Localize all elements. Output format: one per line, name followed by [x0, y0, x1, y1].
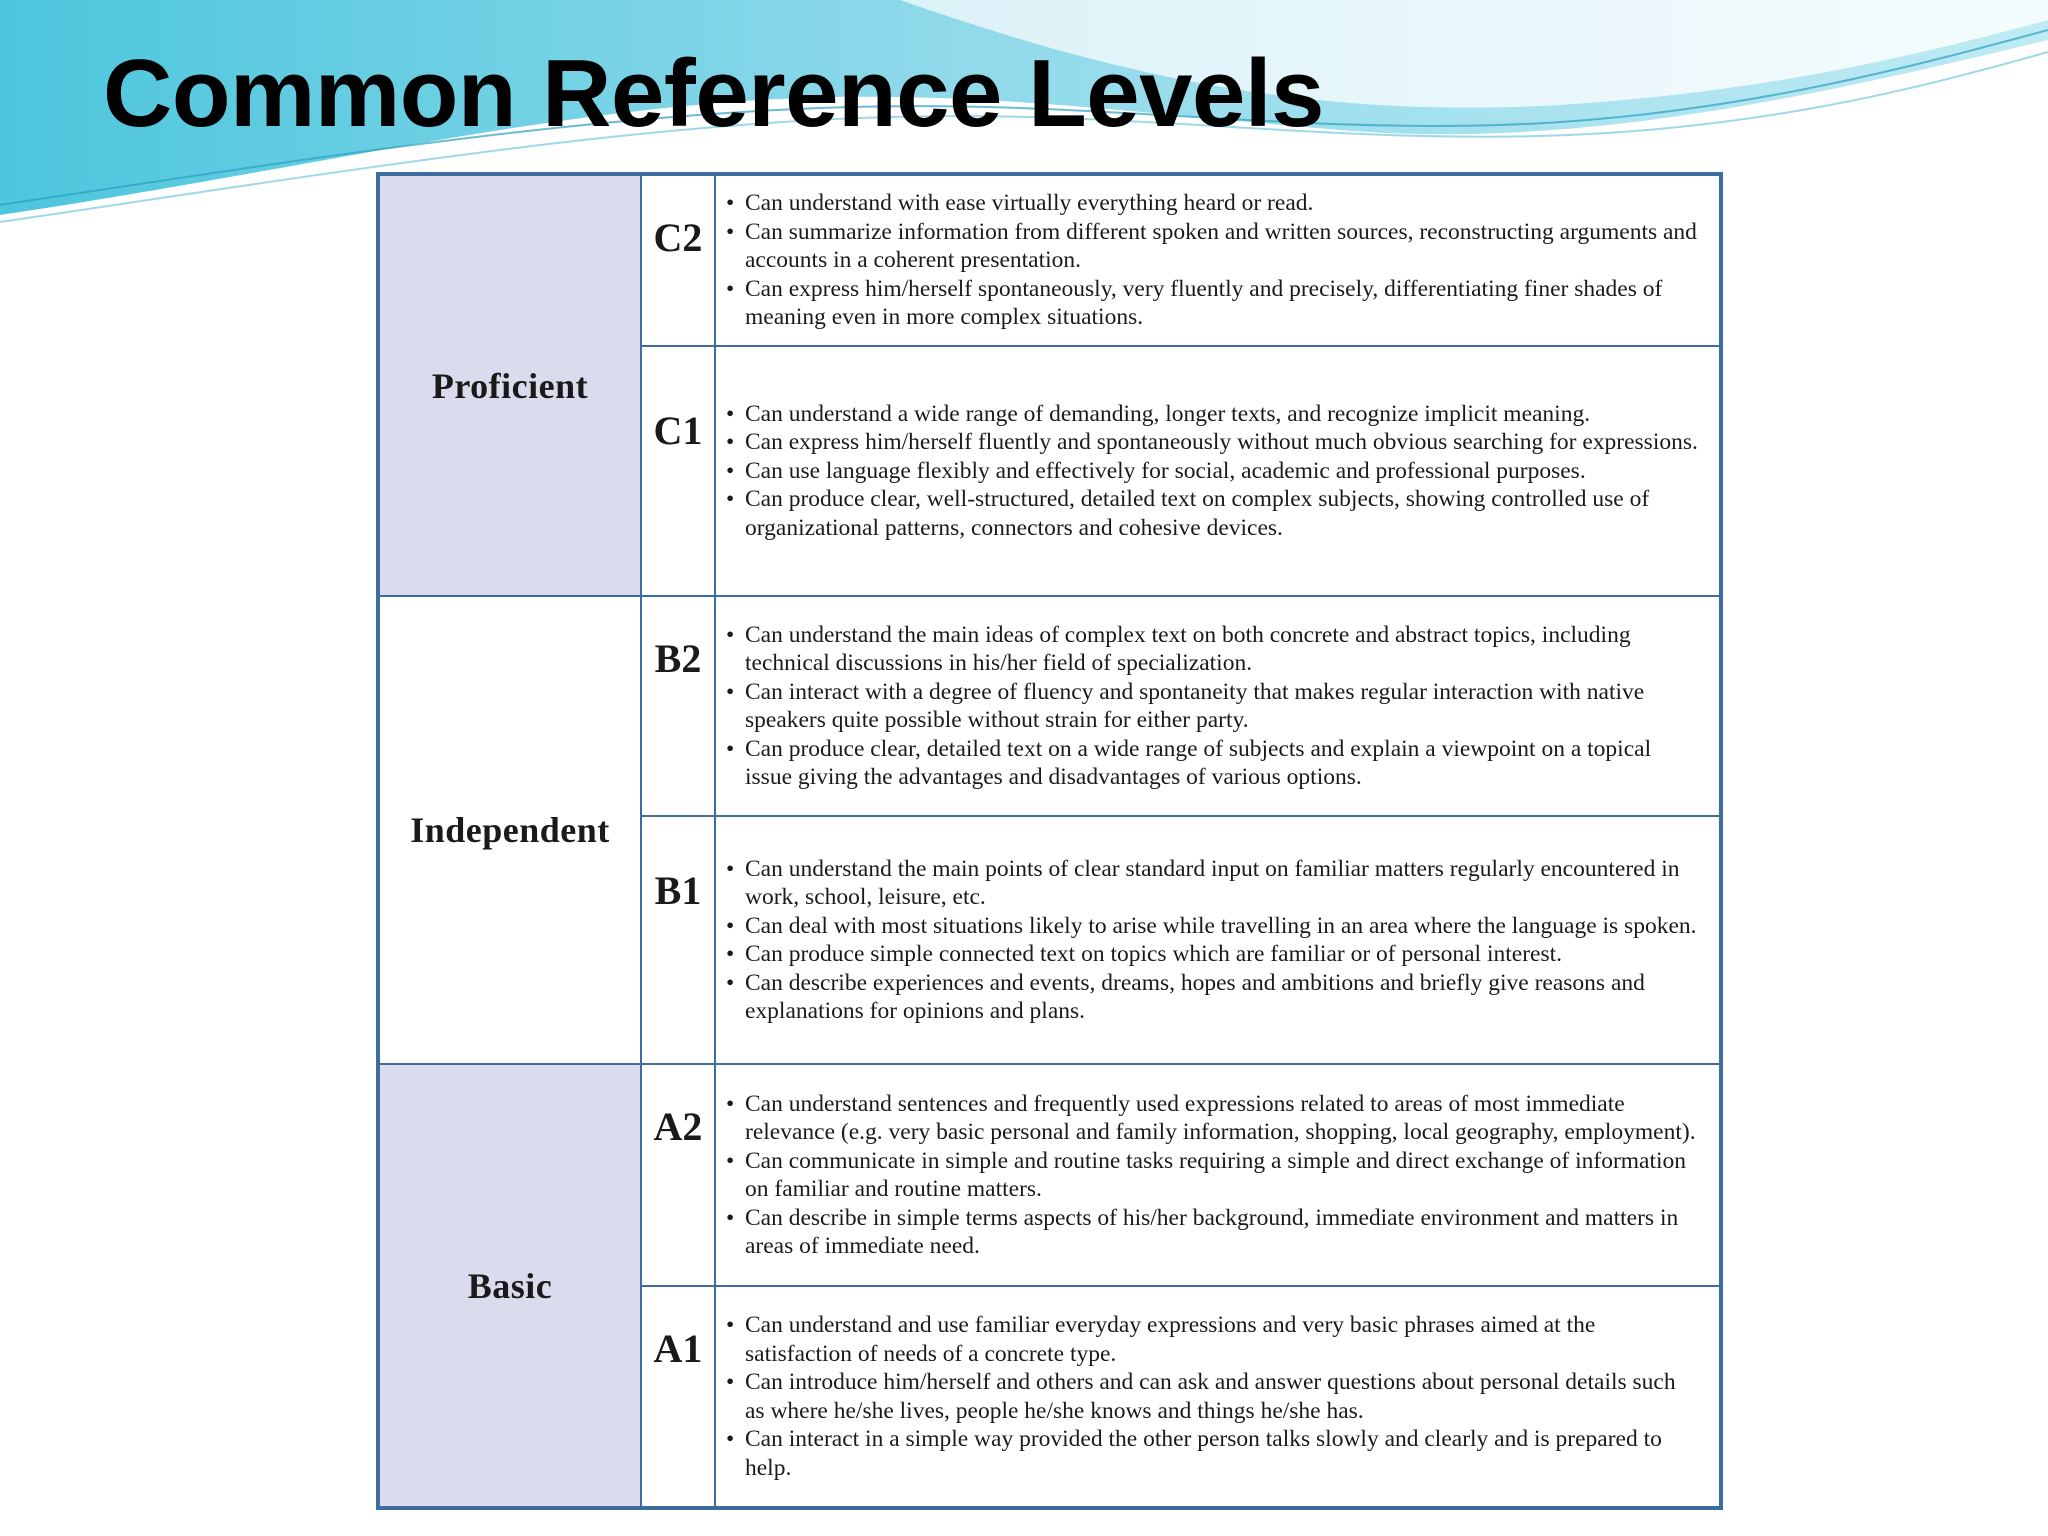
- descriptor-item: • Can interact with a degree of fluency and spontaneity that makes regular interaction with native speakers quite possible without strain for either party.: [724, 678, 1701, 735]
- level-row: [378, 596, 1721, 816]
- descriptor-item: • Can interact in a simple way provided the other person talks slowly and clearly and is prepared to help.: [724, 1425, 1701, 1482]
- level-code-b2: B2: [641, 596, 715, 816]
- descriptor-list: [724, 855, 1701, 1026]
- group-proficient-label: Proficient: [378, 174, 641, 596]
- descriptor-item: • Can understand with ease virtually everything heard or read.: [724, 189, 1701, 218]
- descriptor-item: • Can understand the main points of clear standard input on familiar matters regularly encountered in work, school, leisure, etc.: [724, 855, 1701, 912]
- level-descriptors: [715, 346, 1721, 596]
- group-independent-label: Independent: [378, 596, 641, 1064]
- level-descriptors: [715, 1064, 1721, 1286]
- level-code-c1: C1: [641, 346, 715, 596]
- descriptor-item: • Can understand sentences and frequently used expressions related to areas of most immediate relevance (e.g. very basic personal and family information, shopping, local geography, employment).: [724, 1090, 1701, 1147]
- level-code-b1: B1: [641, 816, 715, 1064]
- descriptor-item: • Can deal with most situations likely to arise while travelling in an area where the language is spoken.: [724, 912, 1701, 941]
- level-descriptors: [715, 174, 1721, 346]
- descriptor-item: • Can introduce him/herself and others and can ask and answer questions about personal details such as where he/she lives, people he/she knows and things he/she has.: [724, 1368, 1701, 1425]
- reference-levels-table: [376, 172, 1723, 1510]
- descriptor-item: • Can use language flexibly and effectively for social, academic and professional purposes.: [724, 457, 1701, 486]
- descriptor-list: [724, 1090, 1701, 1261]
- descriptor-item: • Can understand a wide range of demanding, longer texts, and recognize implicit meaning.: [724, 400, 1701, 429]
- level-descriptors: [715, 1286, 1721, 1508]
- descriptor-list: [724, 400, 1701, 543]
- slide-title: Common Reference Levels: [103, 40, 1324, 147]
- descriptor-list: [724, 189, 1701, 332]
- level-code-c2: C2: [641, 174, 715, 346]
- level-code-a2: A2: [641, 1064, 715, 1286]
- descriptor-list: [724, 1311, 1701, 1482]
- level-descriptors: [715, 816, 1721, 1064]
- level-row: [378, 1064, 1721, 1286]
- descriptor-item: • Can produce simple connected text on topics which are familiar or of personal interest.: [724, 940, 1701, 969]
- level-descriptors: [715, 596, 1721, 816]
- descriptor-item: • Can express him/herself fluently and spontaneously without much obvious searching for expressions.: [724, 428, 1701, 457]
- reference-levels-body: [378, 174, 1721, 1508]
- descriptor-item: • Can describe in simple terms aspects of his/her background, immediate environment and matters in areas of immediate need.: [724, 1204, 1701, 1261]
- level-code-a1: A1: [641, 1286, 715, 1508]
- descriptor-item: • Can understand the main ideas of complex text on both concrete and abstract topics, including technical discussions in his/her field of specialization.: [724, 621, 1701, 678]
- level-row: [378, 174, 1721, 346]
- descriptor-item: • Can express him/herself spontaneously, very fluently and precisely, differentiating finer shades of meaning even in more complex situations.: [724, 275, 1701, 332]
- descriptor-item: • Can communicate in simple and routine tasks requiring a simple and direct exchange of information on familiar and routine matters.: [724, 1147, 1701, 1204]
- descriptor-item: • Can produce clear, well-structured, detailed text on complex subjects, showing controlled use of organizational patterns, connectors and cohesive devices.: [724, 485, 1701, 542]
- descriptor-item: • Can summarize information from different spoken and written sources, reconstructing arguments and accounts in a coherent presentation.: [724, 218, 1701, 275]
- descriptor-item: • Can understand and use familiar everyday expressions and very basic phrases aimed at the satisfaction of needs of a concrete type.: [724, 1311, 1701, 1368]
- descriptor-list: [724, 621, 1701, 792]
- group-basic-label: Basic: [378, 1064, 641, 1508]
- descriptor-item: • Can produce clear, detailed text on a wide range of subjects and explain a viewpoint on a topical issue giving the advantages and disadvantages of various options.: [724, 735, 1701, 792]
- descriptor-item: • Can describe experiences and events, dreams, hopes and ambitions and briefly give reasons and explanations for opinions and plans.: [724, 969, 1701, 1026]
